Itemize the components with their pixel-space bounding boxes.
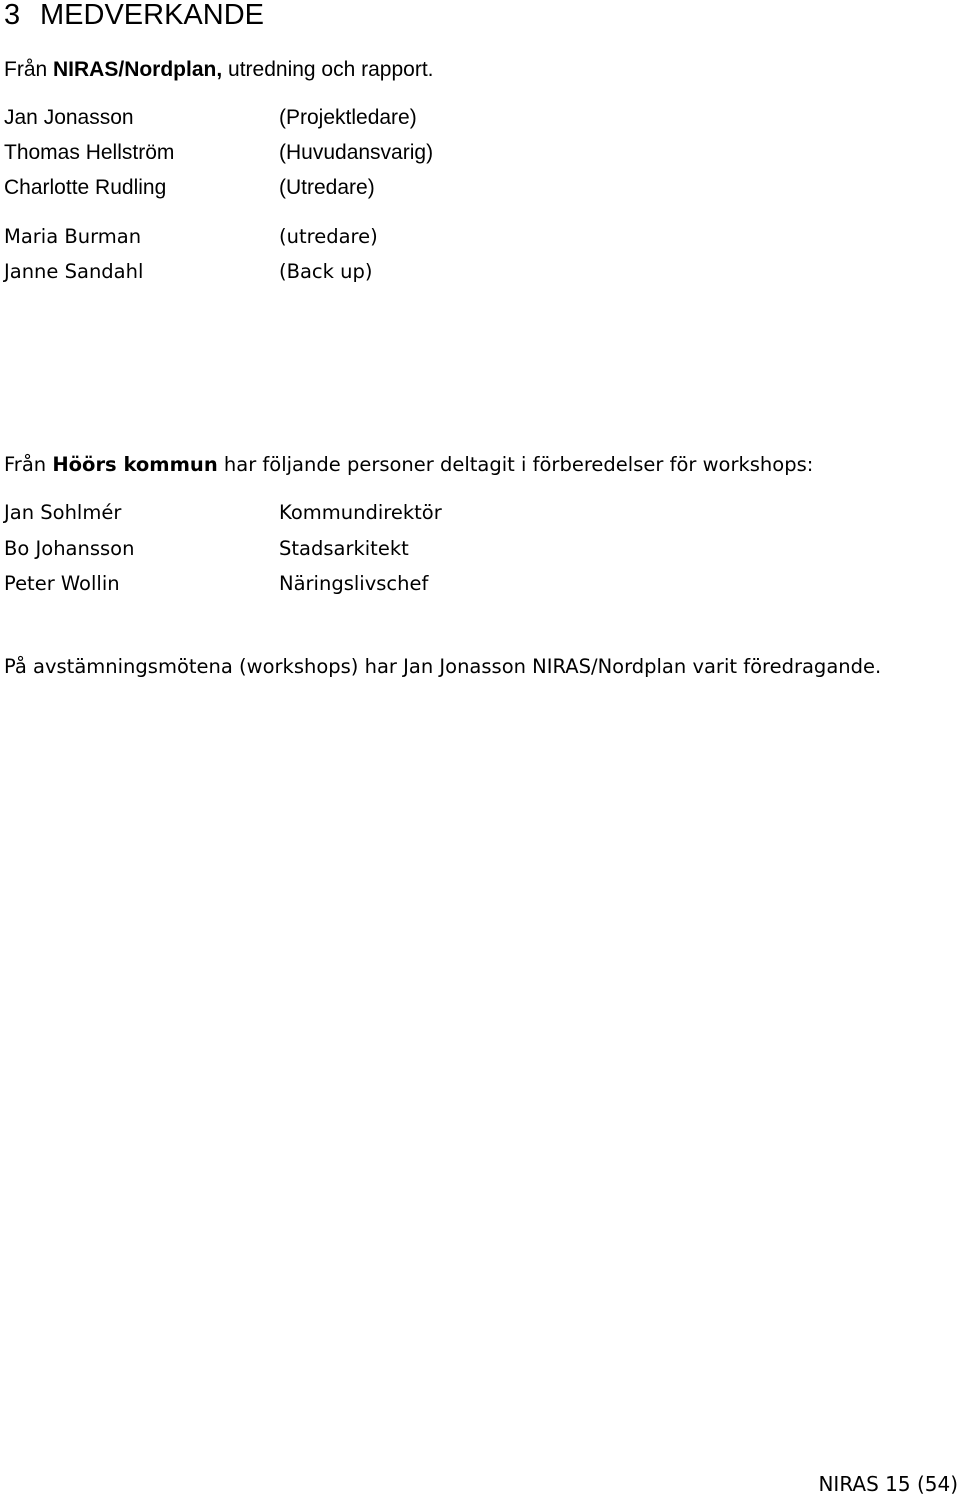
person-role: Stadsarkitekt: [279, 537, 409, 560]
closing-paragraph: På avstämningsmötena (workshops) har Jan Jonasson NIRAS/Nordplan varit föredragande.: [4, 655, 882, 678]
person-role: (Projektledare): [279, 106, 417, 129]
person-role: (utredare): [279, 225, 378, 248]
person-name: Janne Sandahl: [4, 260, 144, 283]
hoor-intro-prefix: Från: [4, 453, 53, 476]
person-name: Thomas Hellström: [4, 141, 175, 164]
person-name: Peter Wollin: [4, 572, 120, 595]
person-role: (Huvudansvarig): [279, 141, 434, 164]
hoor-intro-suffix: har följande personer deltagit i förberedelser för workshops:: [217, 453, 814, 476]
section-heading: [4, 0, 264, 34]
person-role: (Back up): [279, 260, 373, 283]
niras-intro: [4, 57, 434, 83]
person-role: Kommundirektör: [279, 501, 442, 524]
section-title: MEDVERKANDE: [40, 0, 264, 31]
person-role: Näringslivschef: [279, 572, 429, 595]
person-name: Jan Jonasson: [4, 106, 134, 129]
person-name: Charlotte Rudling: [4, 176, 167, 199]
page-footer: NIRAS 15 (54): [818, 1472, 958, 1496]
niras-intro-org: NIRAS/Nordplan,: [53, 58, 223, 81]
person-name: Maria Burman: [4, 225, 142, 248]
niras-intro-prefix: Från: [4, 58, 54, 81]
person-name: Jan Sohlmér: [4, 501, 122, 524]
person-role: (Utredare): [279, 176, 375, 199]
person-name: Bo Johansson: [4, 537, 135, 560]
hoor-intro-org: Höörs kommun: [52, 453, 218, 476]
niras-intro-suffix: utredning och rapport.: [222, 58, 434, 81]
section-number: 3: [4, 0, 21, 31]
hoor-intro: [4, 452, 813, 478]
